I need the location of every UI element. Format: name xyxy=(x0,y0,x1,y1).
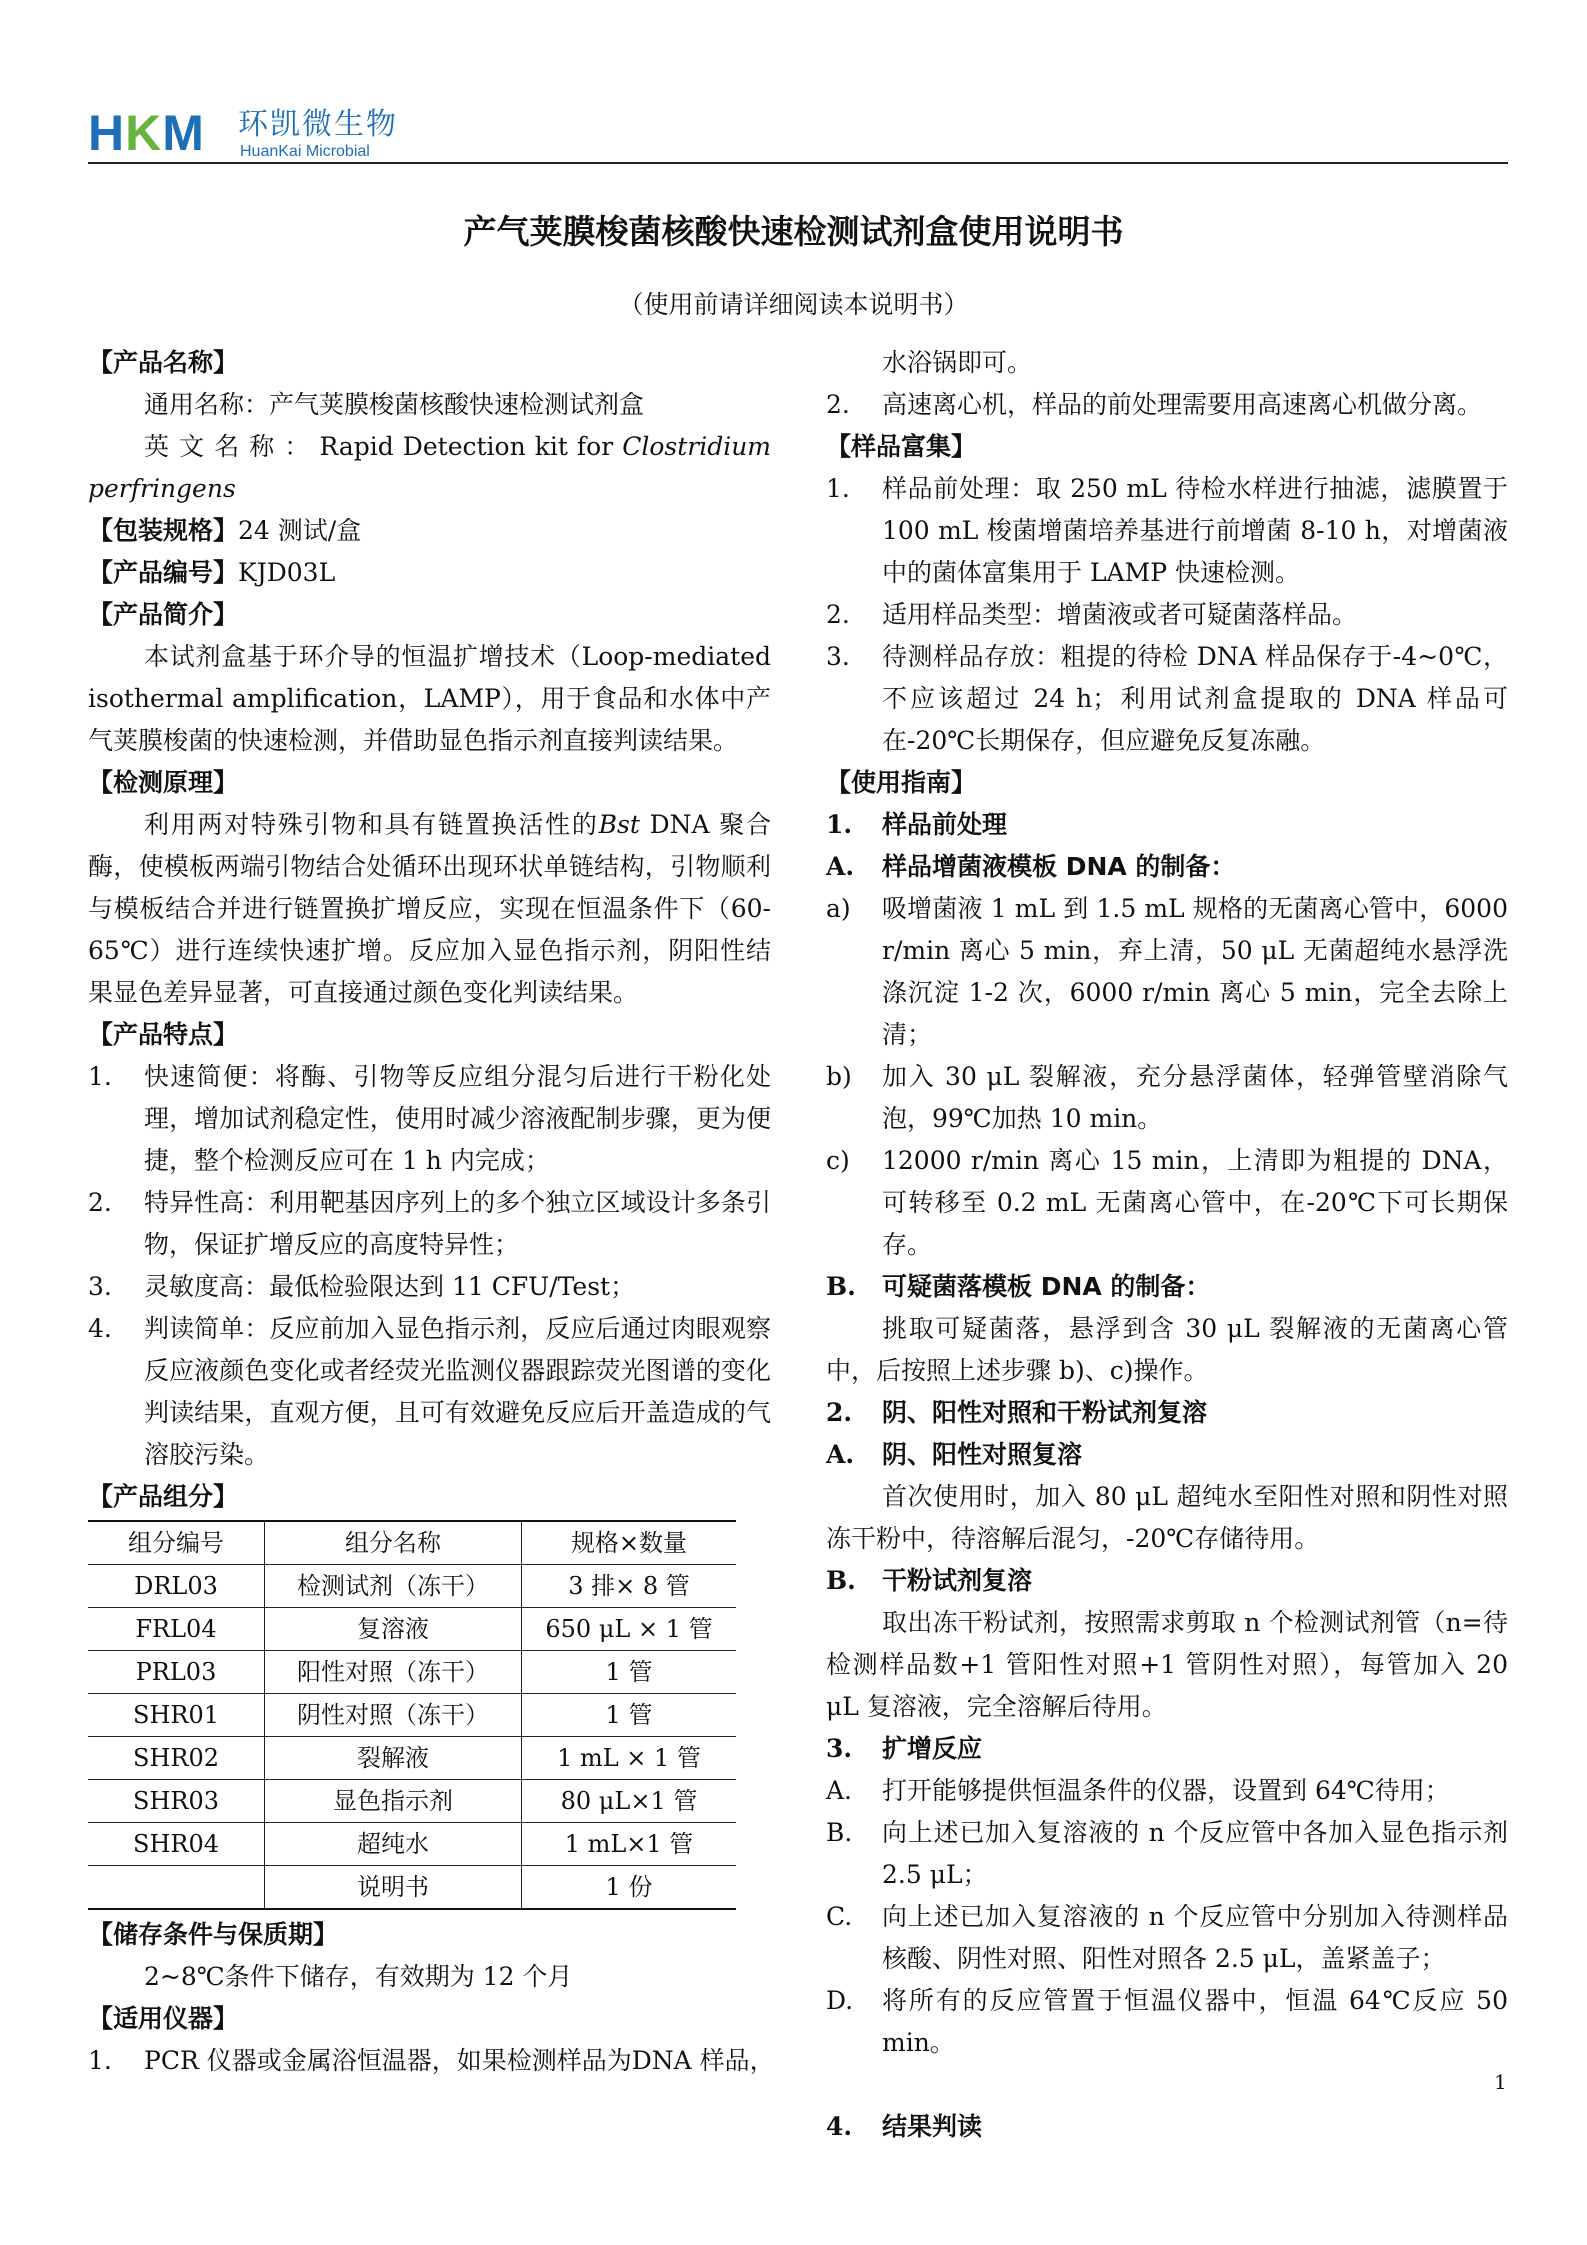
step-heading: 2. 阴、阳性对照和干粉试剂复溶 xyxy=(826,1398,1208,1427)
section-heading-instruments: 【适用仪器】 xyxy=(88,2004,239,2033)
document-subtitle: （使用前请详细阅读本说明书） xyxy=(618,290,969,319)
table-row: FRL04 复溶液 650 μL × 1 管 xyxy=(88,1608,736,1651)
table-row: SHR02 裂解液 1 mL × 1 管 xyxy=(88,1737,736,1780)
column-header: 组分名称 xyxy=(265,1521,522,1565)
logo-chinese-name: 环凯微生物 xyxy=(238,107,398,142)
step-heading: 1. 样品前处理 xyxy=(826,810,1008,839)
list-item: 4. 判读简单：反应前加入显色指示剂，反应后通过肉眼观察反应液颜色变化或者经荧光监测仪器跟踪荧光图谱的变化判读结果，直观方便，且可有效避免反应后开盖造成的气溶胶污染。 xyxy=(88,1314,771,1469)
document-title: 产气荚膜梭菌核酸快速检测试剂盒使用说明书 xyxy=(463,212,1124,251)
company-logo xyxy=(88,105,508,164)
table-row: DRL03 检测试剂（冻干） 3 排× 8 管 xyxy=(88,1565,736,1608)
left-column xyxy=(88,342,775,2082)
list-item: b) 加入 30 μL 裂解液，充分悬浮菌体，轻弹管壁消除气泡，99℃加热 10 min。 xyxy=(826,1062,1508,1133)
step-heading: 4. 结果判读 xyxy=(826,2112,983,2141)
list-item: 1. 快速简便：将酶、引物等反应组分混匀后进行干粉化处理，增加试剂稳定性，使用时减少溶液配制步骤，更为便捷，整个检测反应可在 1 h 内完成； xyxy=(88,1062,771,1175)
section-heading-product-name: 【产品名称】 xyxy=(88,348,239,377)
list-item: 1. PCR 仪器或金属浴恒温器，如果检测样品为DNA 样品， xyxy=(88,2046,775,2075)
substep-heading: A. 样品增菌液模板 DNA 的制备： xyxy=(826,852,1236,881)
paragraph: 挑取可疑菌落，悬浮到含 30 μL 裂解液的无菌离心管中，后按照上述步骤 b)、c)操作。 xyxy=(826,1314,1508,1385)
logo-mark: HKM xyxy=(88,105,205,161)
section-heading-components: 【产品组分】 xyxy=(88,1482,239,1511)
list-item: 3. 灵敏度高：最低检验限达到 11 CFU/Test； xyxy=(88,1272,636,1301)
substep-heading: B. 干粉试剂复溶 xyxy=(826,1566,1033,1595)
list-item: C. 向上述已加入复溶液的 n 个反应管中分别加入待测样品核酸、阴性对照、阳性对照各 2.5 μL，盖紧盖子； xyxy=(826,1902,1508,1973)
page-number: 1 xyxy=(1494,2070,1507,2094)
table-row: PRL03 阳性对照（冻干） 1 管 xyxy=(88,1651,736,1694)
product-code: 【产品编号】KJD03L xyxy=(88,558,336,587)
section-heading-intro: 【产品简介】 xyxy=(88,600,239,629)
list-item: 3. 待测样品存放：粗提的待检 DNA 样品保存于-4~0℃，不应该超过 24 h；利用试剂盒提取的 DNA 样品可在-20℃长期保存，但应避免反复冻融。 xyxy=(826,642,1508,755)
generic-name: 通用名称：产气荚膜梭菌核酸快速检测试剂盒 xyxy=(144,390,645,419)
section-heading-principle: 【检测原理】 xyxy=(88,768,239,797)
substep-heading: A. 阴、阳性对照复溶 xyxy=(826,1440,1083,1469)
section-heading-guide: 【使用指南】 xyxy=(826,768,977,797)
page-header xyxy=(88,105,1508,164)
list-item: 2. 适用样品类型：增菌液或者可疑菌落样品。 xyxy=(826,600,1358,629)
section-heading-enrichment: 【样品富集】 xyxy=(826,432,977,461)
english-name: 英 文 名 称 ： Rapid Detection kit for Clostridium perfringens xyxy=(88,432,772,503)
intro-text: 本试剂盒基于环介导的恒温扩增技术（Loop-mediated isothermal amplification，LAMP），用于食品和水体中产气荚膜梭菌的快速检测，并借助显色指示剂直接判读结果。 xyxy=(88,642,771,755)
list-item: a) 吸增菌液 1 mL 到 1.5 mL 规格的无菌离心管中，6000 r/min 离心 5 min，弃上清，50 μL 无菌超纯水悬浮洗涤沉淀 1-2 次，6000 r/min 离心 5 min，完全去除上清； xyxy=(826,894,1508,1049)
table-row: SHR04 超纯水 1 mL×1 管 xyxy=(88,1823,736,1866)
list-item-continuation: 水浴锅即可。 xyxy=(882,348,1033,377)
paragraph: 首次使用时，加入 80 μL 超纯水至阳性对照和阴性对照冻干粉中，待溶解后混匀，-20℃存储待用。 xyxy=(826,1482,1508,1553)
table-header-row xyxy=(88,1521,736,1565)
list-item: 1. 样品前处理：取 250 mL 待检水样进行抽滤，滤膜置于 100 mL 梭菌增菌培养基进行前增菌 8-10 h，对增菌液中的菌体富集用于 LAMP 快速检测。 xyxy=(826,474,1508,587)
components-table xyxy=(88,1520,736,1910)
list-item: 2. 特异性高：利用靶基因序列上的多个独立区域设计多条引物，保证扩增反应的高度特异性； xyxy=(88,1188,771,1259)
logo-english-name: HuanKai Microbial xyxy=(240,143,370,160)
substep-heading: B. 可疑菌落模板 DNA 的制备： xyxy=(826,1272,1211,1301)
list-item: B. 向上述已加入复溶液的 n 个反应管中各加入显色指示剂 2.5 μL； xyxy=(826,1818,1508,1889)
list-item: D. 将所有的反应管置于恒温仪器中，恒温 64℃反应 50 min。 xyxy=(826,1986,1508,2057)
table-row: SHR03 显色指示剂 80 μL×1 管 xyxy=(88,1780,736,1823)
header-divider xyxy=(88,162,1508,164)
paragraph: 取出冻干粉试剂，按照需求剪取 n 个检测试剂管（n=待检测样品数+1 管阳性对照+1 管阴性对照），每管加入 20 μL 复溶液，完全溶解后待用。 xyxy=(826,1608,1508,1721)
table-row: 说明书 1 份 xyxy=(88,1866,736,1910)
table-row: SHR01 阴性对照（冻干） 1 管 xyxy=(88,1694,736,1737)
principle-text: 利用两对特殊引物和具有链置换活性的Bst DNA 聚合酶，使模板两端引物结合处循环出现环状单链结构，引物顺利与模板结合并进行链置换扩增反应，实现在恒温条件下（60-65℃）进行连续快速扩增。反应加入显色指示剂，阴阳性结果显色差异显著，可直接通过颜色变化判读结果。 xyxy=(88,810,771,1007)
section-heading-storage: 【储存条件与保质期】 xyxy=(88,1920,339,1949)
list-item: 2. 高速离心机，样品的前处理需要用高速离心机做分离。 xyxy=(826,390,1483,419)
section-heading-features: 【产品特点】 xyxy=(88,1020,239,1049)
storage-text: 2~8℃条件下储存，有效期为 12 个月 xyxy=(144,1962,573,1991)
column-header: 组分编号 xyxy=(88,1521,265,1565)
list-item: c) 12000 r/min 离心 15 min，上清即为粗提的 DNA，可转移至 0.2 mL 无菌离心管中，在-20℃下可长期保存。 xyxy=(826,1146,1508,1259)
right-column xyxy=(826,342,1508,2148)
package-spec: 【包装规格】24 测试/盒 xyxy=(88,516,362,545)
column-header: 规格×数量 xyxy=(522,1521,737,1565)
list-item: A. 打开能够提供恒温条件的仪器，设置到 64℃待用； xyxy=(826,1776,1450,1805)
step-heading: 3. 扩增反应 xyxy=(826,1734,983,1763)
